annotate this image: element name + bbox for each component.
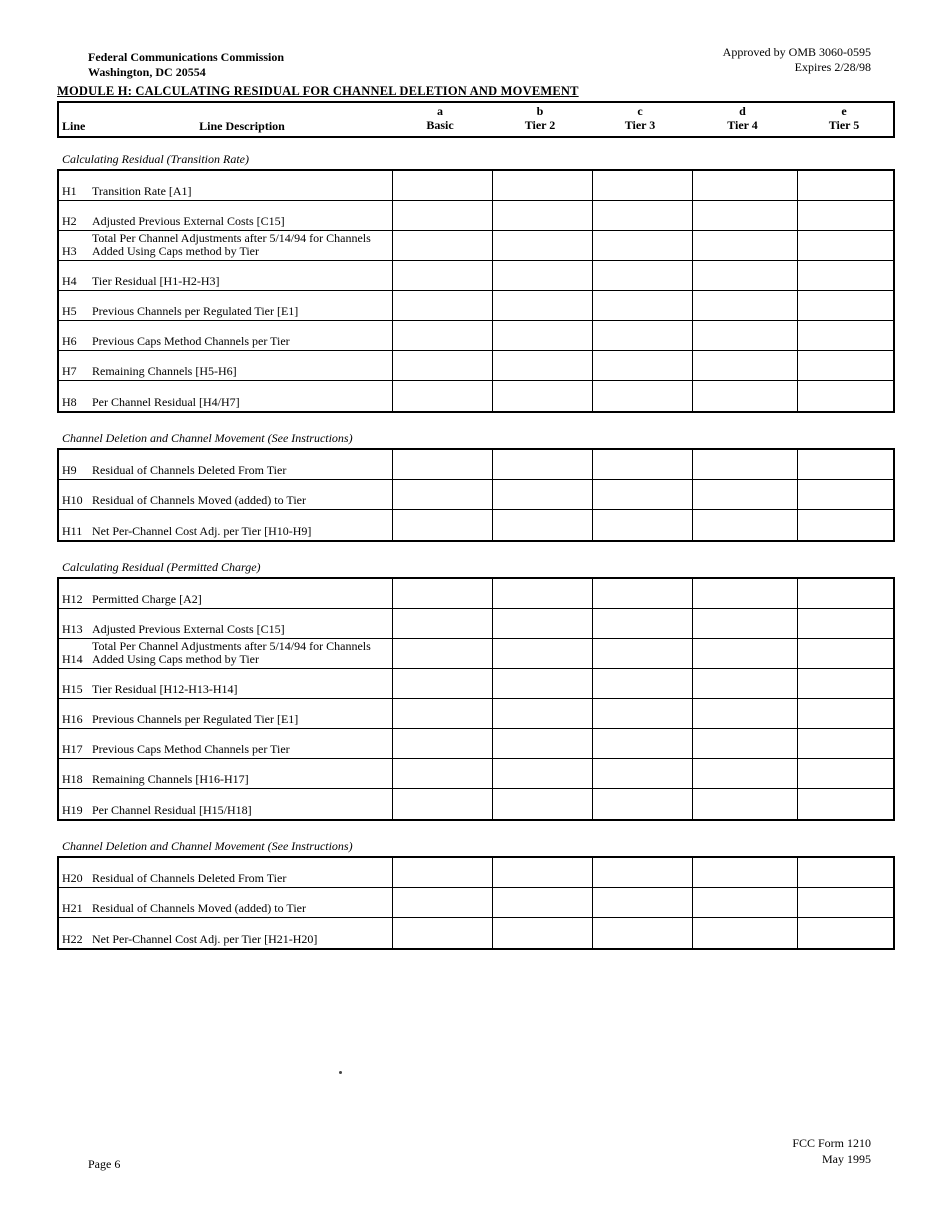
entry-cell-col-d (692, 291, 797, 320)
column-letter-b: b (536, 104, 544, 118)
description-column-label: Line Description (199, 119, 285, 133)
entry-cell-col-d (692, 888, 797, 917)
entry-cell-col-c (592, 858, 692, 887)
row-description: Tier Residual [H12-H13-H14] (92, 682, 238, 696)
entry-cell-col-a (392, 759, 492, 788)
entry-cell-col-a (392, 669, 492, 698)
row-description: Per Channel Residual [H4/H7] (92, 395, 240, 409)
row-description-cell (59, 321, 392, 350)
table-row (59, 759, 893, 789)
row-description-line (62, 494, 390, 507)
entry-cell-col-c (592, 639, 692, 668)
row-description-cell (59, 351, 392, 380)
section-table (57, 169, 895, 413)
row-description: Added Using Caps method by Tier (92, 652, 260, 666)
agency-block (88, 50, 284, 80)
row-description-line (62, 804, 390, 817)
agency-name: Federal Communications Commission (88, 50, 284, 64)
table-row (59, 261, 893, 291)
section-heading: Channel Deletion and Channel Movement (See Instructions) (62, 431, 353, 445)
entry-cell-col-e (797, 609, 893, 638)
table-row (59, 351, 893, 381)
row-line-code: H20 (62, 871, 83, 885)
row-line-code: H3 (62, 244, 77, 258)
entry-cell-col-a (392, 639, 492, 668)
row-description-line (62, 653, 390, 666)
row-description: Net Per-Channel Cost Adj. per Tier [H21-H20] (92, 932, 318, 946)
entry-cell-col-b (492, 699, 592, 728)
entry-cell-col-d (692, 918, 797, 948)
table-row (59, 291, 893, 321)
table-row (59, 789, 893, 819)
table-row (59, 699, 893, 729)
row-description-cell (59, 729, 392, 758)
entry-cell-col-e (797, 699, 893, 728)
table-row (59, 888, 893, 918)
row-description-line (62, 593, 390, 606)
entry-cell-col-b (492, 609, 592, 638)
row-description-line (62, 713, 390, 726)
row-description: Remaining Channels [H16-H17] (92, 772, 249, 786)
column-label-tier4: Tier 4 (727, 118, 758, 132)
entry-cell-col-a (392, 918, 492, 948)
row-line-code: H2 (62, 214, 77, 228)
column-letter-d: d (739, 104, 746, 118)
row-line-code: H4 (62, 274, 77, 288)
entry-cell-col-c (592, 729, 692, 758)
entry-cell-col-b (492, 729, 592, 758)
table-row (59, 201, 893, 231)
entry-cell-col-e (797, 858, 893, 887)
row-description-cell (59, 888, 392, 917)
entry-cell-col-e (797, 261, 893, 290)
section-heading: Calculating Residual (Transition Rate) (62, 152, 249, 166)
entry-cell-col-e (797, 579, 893, 608)
entry-cell-col-b (492, 669, 592, 698)
entry-cell-col-b (492, 450, 592, 479)
entry-cell-col-e (797, 201, 893, 230)
page-number: Page 6 (88, 1157, 121, 1171)
row-description-cell (59, 171, 392, 200)
entry-cell-col-d (692, 450, 797, 479)
entry-cell-col-a (392, 291, 492, 320)
entry-cell-col-c (592, 231, 692, 260)
row-description: Tier Residual [H1-H2-H3] (92, 274, 220, 288)
row-description-cell (59, 231, 392, 260)
entry-cell-col-e (797, 729, 893, 758)
table-row (59, 609, 893, 639)
entry-cell-col-b (492, 261, 592, 290)
table-row (59, 450, 893, 480)
row-line-code: H19 (62, 803, 83, 817)
form-date: May 1995 (822, 1152, 871, 1166)
row-description-line (62, 933, 390, 946)
table-row (59, 858, 893, 888)
entry-cell-col-e (797, 450, 893, 479)
entry-cell-col-e (797, 759, 893, 788)
entry-cell-col-d (692, 639, 797, 668)
entry-cell-col-b (492, 759, 592, 788)
entry-cell-col-a (392, 321, 492, 350)
row-description-line (62, 185, 390, 198)
entry-cell-col-c (592, 510, 692, 540)
row-description: Previous Channels per Regulated Tier [E1] (92, 712, 299, 726)
entry-cell-col-b (492, 291, 592, 320)
row-line-code: H10 (62, 493, 83, 507)
entry-cell-col-c (592, 918, 692, 948)
row-line-code: H12 (62, 592, 83, 606)
table-row (59, 729, 893, 759)
row-description-cell (59, 639, 392, 668)
table-row (59, 510, 893, 540)
entry-cell-col-c (592, 450, 692, 479)
entry-cell-col-e (797, 231, 893, 260)
entry-cell-col-e (797, 480, 893, 509)
entry-cell-col-b (492, 201, 592, 230)
column-letter-a: a (437, 104, 443, 118)
row-description: Previous Caps Method Channels per Tier (92, 334, 290, 348)
omb-approval-number: Approved by OMB 3060-0595 (722, 45, 871, 59)
entry-cell-col-a (392, 699, 492, 728)
line-column-label: Line (62, 119, 86, 133)
table-row (59, 579, 893, 609)
row-description-line (62, 683, 390, 696)
row-description: Previous Caps Method Channels per Tier (92, 742, 290, 756)
row-description-cell (59, 669, 392, 698)
column-label-tier3: Tier 3 (624, 118, 656, 132)
entry-cell-col-d (692, 201, 797, 230)
table-row (59, 381, 893, 411)
entry-cell-col-c (592, 201, 692, 230)
row-description-line (62, 464, 390, 477)
table-row (59, 669, 893, 699)
row-line-code: H9 (62, 463, 77, 477)
entry-cell-col-c (592, 351, 692, 380)
entry-cell-col-a (392, 510, 492, 540)
entry-cell-col-d (692, 699, 797, 728)
table-row (59, 918, 893, 948)
entry-cell-col-d (692, 480, 797, 509)
row-line-code: H22 (62, 932, 83, 946)
entry-cell-col-a (392, 609, 492, 638)
entry-cell-col-e (797, 321, 893, 350)
entry-cell-col-a (392, 201, 492, 230)
entry-cell-col-a (392, 729, 492, 758)
table-row (59, 480, 893, 510)
row-description: Adjusted Previous External Costs [C15] (92, 622, 285, 636)
section-table (57, 856, 895, 950)
row-description: Previous Channels per Regulated Tier [E1] (92, 304, 299, 318)
sections (57, 139, 895, 950)
entry-cell-col-b (492, 480, 592, 509)
row-description-line (62, 215, 390, 228)
row-description-cell (59, 261, 392, 290)
entry-cell-col-a (392, 261, 492, 290)
entry-cell-col-e (797, 510, 893, 540)
row-description-line (62, 623, 390, 636)
entry-cell-col-d (692, 381, 797, 411)
row-line-code: H11 (62, 524, 83, 538)
section-table (57, 448, 895, 542)
row-description-cell (59, 609, 392, 638)
entry-cell-col-a (392, 789, 492, 819)
entry-cell-col-d (692, 789, 797, 819)
entry-cell-col-a (392, 480, 492, 509)
entry-cell-col-c (592, 321, 692, 350)
row-description-line (62, 525, 390, 538)
row-line-code: H14 (62, 652, 83, 666)
row-description-cell (59, 291, 392, 320)
entry-cell-col-d (692, 669, 797, 698)
row-line-code: H15 (62, 682, 83, 696)
row-description: Net Per-Channel Cost Adj. per Tier [H10-H9] (92, 524, 312, 538)
entry-cell-col-d (692, 609, 797, 638)
row-description: Residual of Channels Moved (added) to Tier (92, 493, 306, 507)
entry-cell-col-b (492, 510, 592, 540)
row-description-line (62, 773, 390, 786)
entry-cell-col-e (797, 789, 893, 819)
entry-cell-col-e (797, 351, 893, 380)
entry-cell-col-e (797, 669, 893, 698)
entry-cell-col-b (492, 789, 592, 819)
entry-cell-col-c (592, 291, 692, 320)
row-description-cell (59, 201, 392, 230)
row-description-cell (59, 510, 392, 540)
row-description-cell (59, 858, 392, 887)
row-description-preline: Total Per Channel Adjustments after 5/14/94 for Channels (92, 231, 371, 245)
row-line-code: H21 (62, 901, 83, 915)
row-description-line (62, 245, 390, 258)
form-id-block (792, 1135, 871, 1167)
row-description: Residual of Channels Deleted From Tier (92, 463, 287, 477)
entry-cell-col-a (392, 579, 492, 608)
entry-cell-col-a (392, 171, 492, 200)
row-line-code: H5 (62, 304, 77, 318)
row-description-cell (59, 381, 392, 411)
entry-cell-col-c (592, 381, 692, 411)
entry-cell-col-b (492, 888, 592, 917)
row-description: Transition Rate [A1] (92, 184, 192, 198)
entry-cell-col-d (692, 231, 797, 260)
row-description-line (62, 743, 390, 756)
table-row (59, 231, 893, 261)
entry-cell-col-c (592, 480, 692, 509)
entry-cell-col-c (592, 888, 692, 917)
row-line-code: H1 (62, 184, 77, 198)
row-description-cell (59, 480, 392, 509)
column-header-box (57, 101, 895, 138)
row-description-line (62, 365, 390, 378)
form-name: FCC Form 1210 (792, 1136, 871, 1150)
table-row (59, 321, 893, 351)
entry-cell-col-c (592, 759, 692, 788)
entry-cell-col-e (797, 918, 893, 948)
entry-cell-col-e (797, 888, 893, 917)
row-description: Residual of Channels Deleted From Tier (92, 871, 287, 885)
row-description-cell (59, 450, 392, 479)
entry-cell-col-d (692, 729, 797, 758)
entry-cell-col-b (492, 381, 592, 411)
entry-cell-col-a (392, 381, 492, 411)
entry-cell-col-b (492, 639, 592, 668)
row-description-cell (59, 759, 392, 788)
column-label-tier5: Tier 5 (828, 118, 860, 132)
entry-cell-col-a (392, 888, 492, 917)
entry-cell-col-a (392, 231, 492, 260)
row-description-cell (59, 918, 392, 948)
row-description-line (62, 335, 390, 348)
entry-cell-col-c (592, 669, 692, 698)
section-heading: Calculating Residual (Permitted Charge) (62, 560, 261, 574)
entry-cell-col-b (492, 918, 592, 948)
row-description: Permitted Charge [A2] (92, 592, 202, 606)
row-description-cell (59, 789, 392, 819)
agency-address: Washington, DC 20554 (88, 65, 206, 79)
row-description-line (62, 396, 390, 409)
entry-cell-col-d (692, 579, 797, 608)
row-description-preline: Total Per Channel Adjustments after 5/14/94 for Channels (92, 639, 371, 653)
row-description: Residual of Channels Moved (added) to Tier (92, 901, 306, 915)
entry-cell-col-e (797, 171, 893, 200)
row-line-code: H7 (62, 364, 77, 378)
row-line-code: H16 (62, 712, 83, 726)
entry-cell-col-d (692, 261, 797, 290)
entry-cell-col-a (392, 858, 492, 887)
row-line-code: H13 (62, 622, 83, 636)
entry-cell-col-b (492, 321, 592, 350)
entry-cell-col-b (492, 579, 592, 608)
row-description-cell (59, 579, 392, 608)
row-description-line (62, 872, 390, 885)
row-line-code: H17 (62, 742, 83, 756)
row-description: Added Using Caps method by Tier (92, 244, 260, 258)
entry-cell-col-c (592, 261, 692, 290)
row-line-code: H6 (62, 334, 77, 348)
entry-cell-col-c (592, 171, 692, 200)
entry-cell-col-c (592, 699, 692, 728)
entry-cell-col-b (492, 858, 592, 887)
omb-expiration: Expires 2/28/98 (794, 60, 871, 74)
row-description-line (62, 275, 390, 288)
entry-cell-col-d (692, 759, 797, 788)
column-letter-e: e (841, 104, 847, 118)
row-description: Per Channel Residual [H15/H18] (92, 803, 252, 817)
entry-cell-col-b (492, 171, 592, 200)
entry-cell-col-d (692, 351, 797, 380)
entry-cell-col-c (592, 579, 692, 608)
column-label-basic: Basic (426, 118, 454, 132)
entry-cell-col-d (692, 510, 797, 540)
entry-cell-col-d (692, 321, 797, 350)
row-line-code: H8 (62, 395, 77, 409)
row-description: Remaining Channels [H5-H6] (92, 364, 237, 378)
entry-cell-col-a (392, 450, 492, 479)
entry-cell-col-e (797, 639, 893, 668)
section-heading: Channel Deletion and Channel Movement (See Instructions) (62, 839, 353, 853)
entry-cell-col-b (492, 231, 592, 260)
entry-cell-col-d (692, 858, 797, 887)
entry-cell-col-e (797, 381, 893, 411)
scan-speck (339, 1071, 342, 1074)
module-title: MODULE H: CALCULATING RESIDUAL FOR CHANNEL DELETION AND MOVEMENT (57, 84, 579, 98)
column-letter-c: c (637, 104, 643, 118)
entry-cell-col-c (592, 609, 692, 638)
table-row (59, 171, 893, 201)
column-label-tier2: Tier 2 (524, 118, 556, 132)
entry-cell-col-e (797, 291, 893, 320)
row-line-code: H18 (62, 772, 83, 786)
entry-cell-col-c (592, 789, 692, 819)
entry-cell-col-b (492, 351, 592, 380)
table-row (59, 639, 893, 669)
entry-cell-col-a (392, 351, 492, 380)
row-description: Adjusted Previous External Costs [C15] (92, 214, 285, 228)
row-description-line (62, 902, 390, 915)
entry-cell-col-d (692, 171, 797, 200)
section-table (57, 577, 895, 821)
row-description-cell (59, 699, 392, 728)
approval-block (723, 45, 871, 75)
row-description-line (62, 305, 390, 318)
